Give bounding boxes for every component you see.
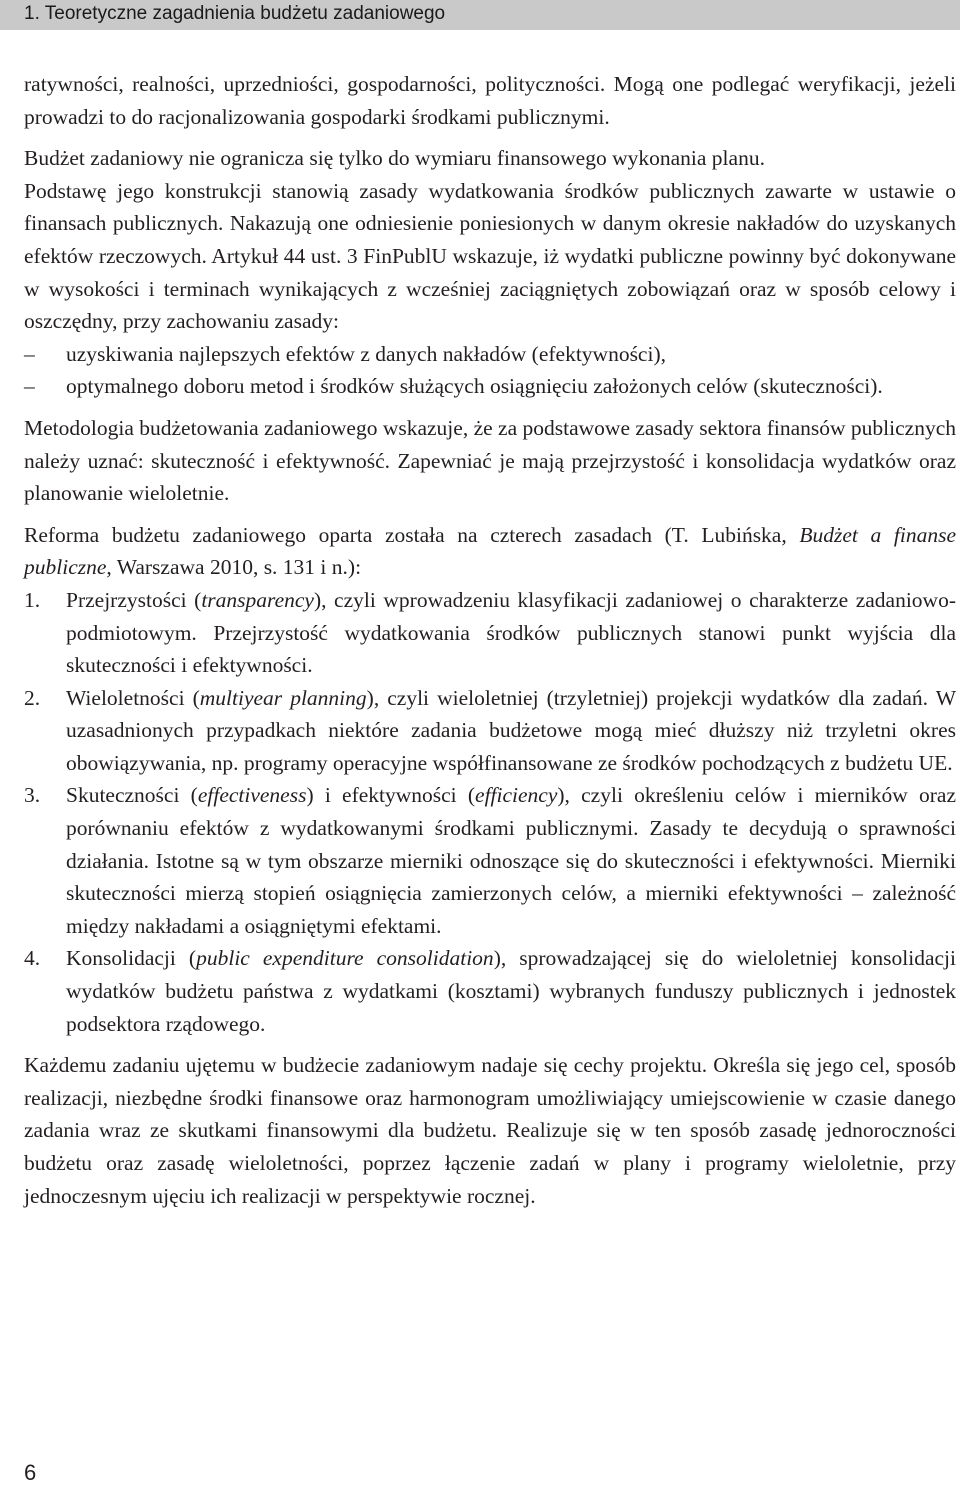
list-item-text: uzyskiwania najlepszych efektów z danych nakładów (efektywności), <box>66 341 666 366</box>
paragraph-budget-scope-lead: Budżet zadaniowy nie ogranicza się tylko do wymiaru finansowego wykonania planu. <box>24 146 765 171</box>
page-body <box>24 68 956 1212</box>
efficiency-principles-list <box>24 338 956 403</box>
principle-description: ), czyli wieloletniej (trzyletniej) projekcji wydatków dla zadań. W uzasadnionych przypadkach niektóre zadania budżetowe mogą mieć dłuższy niż trzyletni okres obowiązywania, np. programy operacyjne współfinansowane ze środków pochodzących z budżetu UE. <box>66 685 956 775</box>
list-number: 3. <box>24 783 41 808</box>
list-number: 1. <box>24 587 41 612</box>
chapter-title: 1. Teoretyczne zagadnienia budżetu zadaniowego <box>24 3 446 24</box>
principle-lead: Konsolidacji ( <box>66 946 197 971</box>
paragraph-budget-scope-rest: Podstawę jego konstrukcji stanowią zasady wydatkowania środków publicznych zawarte w ustawie o finansach publicznych. Nakazują one odniesienie poniesionych w danym okresie nakładów do uzyskanych efektów rzeczowych. Artykuł 44 ust. 3 FinPublU wskazuje, iż wydatki publiczne powinny być dokonywane w wysokości i terminach wynikających z wcześniej zaciągniętych zobowiązań oraz w sposób celowy i oszczędny, przy zachowaniu zasady: <box>24 178 956 334</box>
list-item <box>24 682 956 780</box>
list-number: 4. <box>24 946 41 971</box>
paragraph-budget-scope <box>24 142 956 338</box>
list-item <box>24 779 956 942</box>
list-item <box>24 942 956 1040</box>
dash-bullet: – <box>24 341 35 366</box>
dash-bullet: – <box>24 374 35 399</box>
principle-term: public expenditure consolidation <box>196 946 494 971</box>
principle-lead: Wieloletności ( <box>66 685 200 710</box>
principle-connector: ) i efektywności ( <box>306 783 476 808</box>
principle-term: effectiveness <box>197 783 307 808</box>
list-item <box>24 370 956 403</box>
reform-intro-text: Reforma budżetu zadaniowego oparta została na czterech zasadach (T. Lubińska, <box>24 522 800 547</box>
principle-description: ), sprowadzającej się do wieloletniej konsolidacji wydatków budżetu państwa z wydatkami (kosztami) wybranych funduszy publicznych i jednostek podsektora rządowego. <box>66 946 956 1036</box>
principle-term: multiyear planning <box>199 685 367 710</box>
citation-details: , Warszawa 2010, s. 131 i n.): <box>106 555 362 580</box>
principle-lead: Przejrzystości ( <box>66 587 202 612</box>
paragraph-continuation: ratywności, realności, uprzedniości, gospodarności, polityczności. Mogą one podlegać weryfikacji, jeżeli prowadzi to do racjonalizowania gospodarki środkami publicznymi. <box>24 72 956 129</box>
principle-lead: Skuteczności ( <box>66 783 198 808</box>
page-number: 6 <box>24 1460 37 1485</box>
principle-term-secondary: efficiency <box>475 783 558 808</box>
paragraph-task-project: Każdemu zadaniu ujętemu w budżecie zadaniowym nadaje się cechy projektu. Określa się jego cel, sposób realizacji, niezbędne środki finansowe oraz harmonogram umożliwiający umiejscowienie w czasie danego zadania wraz ze skutkami finansowymi dla budżetu. Realizuje się w ten sposób zasadę jednoroczności budżetu oraz zasadę wieloletności, poprzez łączenie zadań w plany i programy wieloletnie, przy jednoczesnym ujęciu ich realizacji w perspektywie rocznej. <box>24 1053 956 1208</box>
paragraph-methodology: Metodologia budżetowania zadaniowego wskazuje, że za podstawowe zasady sektora finansów publicznych należy uznać: skuteczność i efektywność. Zapewniać je mają przejrzystość i konsolidacja wydatków oraz planowanie wieloletnie. <box>24 415 956 506</box>
list-item <box>24 584 956 682</box>
running-header <box>0 0 960 30</box>
list-item <box>24 338 956 371</box>
list-number: 2. <box>24 685 41 710</box>
cited-book-title: Budżet a finanse publiczne <box>24 522 956 580</box>
principle-description: ), czyli określeniu celów i mierników oraz porównaniu efektów z wydatkowanymi środkami publicznymi. Zasady te decydują o sprawności działania. Istotne są w tym obszarze mierniki odnoszące się do skuteczności i efektywności. Mierniki skuteczności mierzą stopień osiągnięcia zamierzonych celów, a mierniki efektywności – zależność między nakładami a osiągniętymi efektami. <box>66 783 956 938</box>
principle-description: ), czyli wprowadzeniu klasyfikacji zadaniowej o charakterze zadaniowo-podmiotowym. Przejrzystość wydatkowania środków publicznych stanowi punkt wyjścia dla skuteczności i efektywności. <box>66 587 956 678</box>
reform-principles-list <box>24 584 956 1040</box>
principle-term: transparency <box>201 587 314 612</box>
list-item-text: optymalnego doboru metod i środków służących osiągnięciu założonych celów (skuteczności). <box>66 374 883 399</box>
paragraph-reform-principles <box>24 519 956 584</box>
